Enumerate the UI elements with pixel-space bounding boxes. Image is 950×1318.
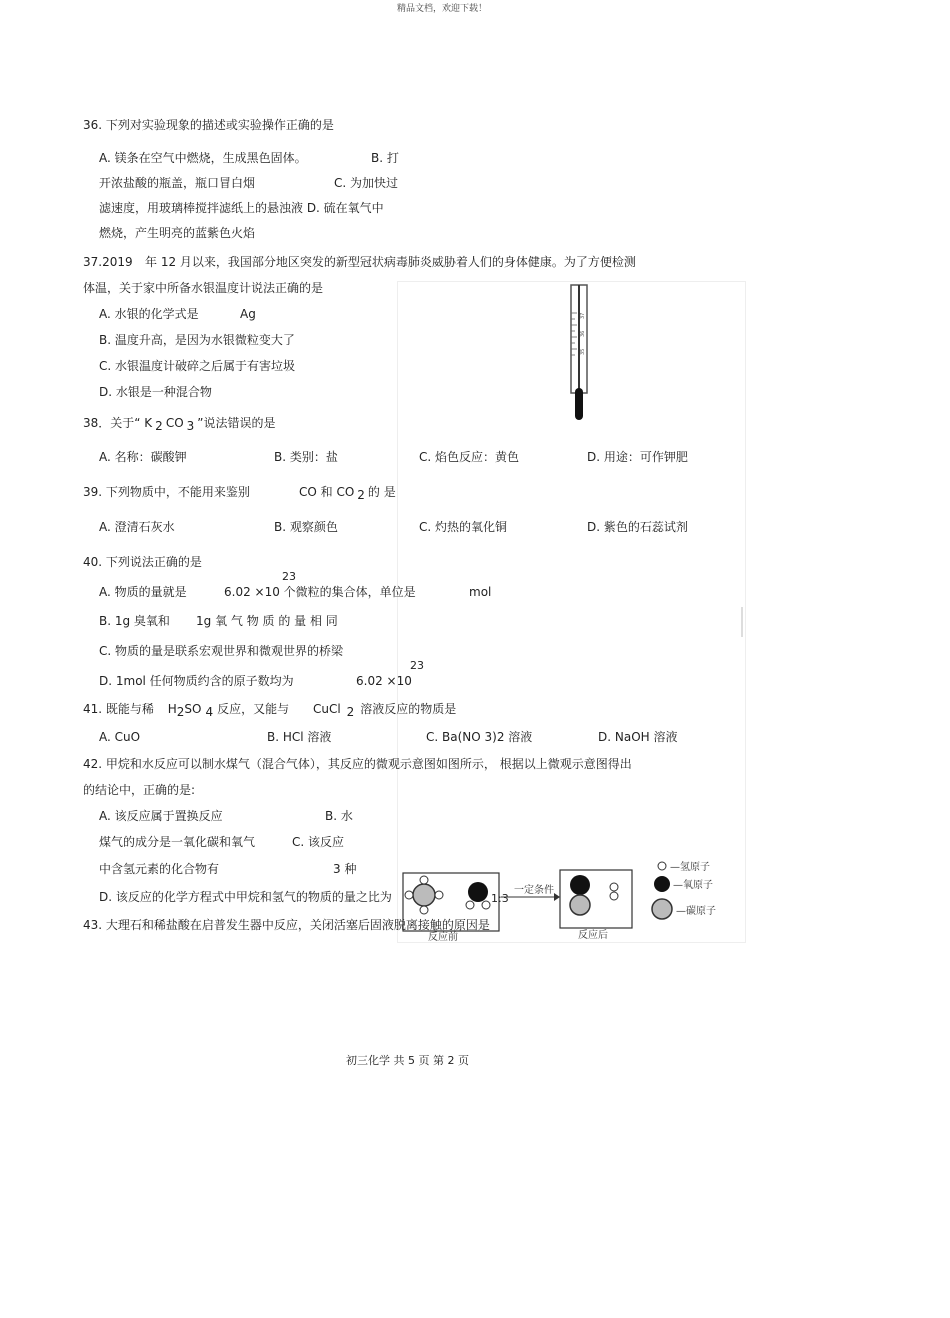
q41-option-d: D. NaOH 溶液 [598,730,678,744]
question-37-stem-number: 37.2019 [83,255,133,269]
q38-option-b: B. 类别：盐 [274,450,338,464]
q42-line-1b: B. 水 [325,809,353,823]
question-39-stem-1: 39. 下列物质中，不能用来鉴别 [83,485,250,499]
scroll-edge-mark [741,607,743,637]
q42-line-2a: 煤气的成分是一氧化碳和氧气 [99,835,256,849]
q40-option-d-2: 6.02 ×10 [356,674,412,688]
q36-line-2b: C. 为加快过 [334,176,399,190]
question-40-stem: 40. 下列说法正确的是 [83,555,202,569]
q41-stem-sub-1: 2 [176,705,185,719]
q41-stem-sub-2: 4 [205,705,214,719]
q37-option-b: B. 温度升高，是因为水银微粒变大了 [99,333,295,347]
q38-option-d: D. 用途：可作钾肥 [587,450,688,464]
q38-option-a: A. 名称：碳酸钾 [99,450,187,464]
q40-d-exponent: 23 [410,659,424,672]
water-molecule [466,882,490,909]
label-condition: 一定条件 [514,885,554,896]
legend-carbon: —碳原子 [676,906,716,917]
label-after: 反应后 [578,930,608,941]
q39-option-a: A. 澄清石灰水 [99,520,175,534]
q37-option-d: D. 水银是一种混合物 [99,385,212,399]
question-43-stem: 43. 大理石和稀盐酸在启普发生器中反应，关闭活塞后固液脱离接触的原因是 [83,918,490,932]
question-38-stem [83,416,276,433]
q39-option-d: D. 紫色的石蕊试剂 [587,520,688,534]
legend-oxygen: —氧原子 [673,880,713,891]
carbon-monoxide-molecule [570,875,590,915]
q42-line-1a: A. 该反应属于置换反应 [99,809,223,823]
question-41-stem [83,702,457,719]
q39-option-c: C. 灼热的氧化铜 [419,520,508,534]
q41-option-c: C. Ba(NO 3)2 溶液 [426,730,533,744]
q41-stem-part-6: 溶液反应的物质是 [360,702,457,716]
q39-formula-sub: 2 [357,488,365,502]
q40-option-b-2: 1g 氧 气 物 质 的 量 相 同 [196,614,338,628]
q38-stem-sub-1: 2 [155,419,163,433]
thermometer-tick-35: 35 [580,348,586,355]
question-42-stem-1: 42. 甲烷和水反应可以制水煤气（混合气体），其反应的微观示意图如图所示， 根据以上微观示意图得出 [83,757,632,771]
q42-line-4: D. 该反应的化学方程式中甲烷和氢气的物质的量之比为 [99,890,392,904]
q41-stem-part-5: CuCl [312,702,341,716]
q40-option-a-1: A. 物质的量就是 [99,585,187,599]
thermometer-image [560,283,600,423]
question-37-stem-1: 年 12 月以来，我国部分地区突发的新型冠状病毒肺炎威胁着人们的身体健康。为了方便检测 [145,255,636,269]
q41-stem-part-1: 41. 既能与稀 [83,702,154,716]
q39-option-b: B. 观察颜色 [274,520,338,534]
q40-option-b-1: B. 1g 臭氧和 [99,614,170,628]
q41-stem-part-2: H [167,702,177,716]
q42-line-3a: 中含氢元素的化合物有 [99,862,220,876]
q36-line-2a: 开浓盐酸的瓶盖，瓶口冒白烟 [99,176,256,190]
legend-hydrogen: —氢原子 [670,862,710,873]
legend-oxygen-icon [654,876,670,892]
q40-option-a-3: mol [469,585,492,599]
hydrogen-molecule [610,883,618,900]
q40-option-a-2: 6.02 ×10 个微粒的集合体，单位是 [224,585,416,599]
question-42-stem-2: 的结论中，正确的是: [83,783,196,797]
q36-line-1b: B. 打 [371,151,399,165]
q39-formula: CO 和 CO [299,485,355,499]
q37-option-a: A. 水银的化学式是 [99,307,199,321]
q39-stem-end: 的 是 [367,485,396,499]
q40-option-d-1: D. 1mol 任何物质约含的原子数均为 [99,674,294,688]
q41-option-a: A. CuO [99,730,141,744]
thermometer-tick-37: 37 [580,312,586,319]
page-footer: 初三化学 共 5 页 第 2 页 [346,1054,469,1067]
q38-stem-part-2: CO [165,416,184,430]
page-header: 精品文档，欢迎下载！ [397,4,488,14]
after-box [560,870,632,928]
methane-molecule [405,876,443,914]
legend-carbon-icon [652,899,672,919]
question-37-stem-2: 体温，关于家中所备水银温度计说法正确的是 [83,281,324,295]
q36-line-3: 滤速度，用玻璃棒搅拌滤纸上的悬浊液 D. 硫在氧气中 [99,201,384,215]
q41-stem-sub-3: 2 [346,705,355,719]
q37-option-c: C. 水银温度计破碎之后属于有害垃圾 [99,359,296,373]
q38-stem-sub-2: 3 [186,419,195,433]
q40-a-exponent: 23 [282,570,296,583]
q36-line-1a: A. 镁条在空气中燃烧，生成黑色固体。 [99,151,307,165]
q38-stem-part-3: ”说法错误的是 [197,416,276,430]
label-before: 反应前 [428,932,458,943]
q41-stem-part-4: 反应，又能与 [217,702,290,716]
thermometer-tick-36: 36 [580,330,586,337]
question-39-stem-2 [299,485,396,502]
q38-stem-part-1: 38．关于“ K [83,416,153,430]
legend-hydrogen-icon [658,862,666,870]
q42-line-2b: C. 该反应 [292,835,345,849]
q36-line-4: 燃烧，产生明亮的蓝紫色火焰 [99,226,256,240]
q40-option-c: C. 物质的量是联系宏观世界和微观世界的桥梁 [99,644,344,658]
q37-option-a-formula: Ag [240,307,256,321]
q42-ratio: 1:3 [491,892,509,905]
question-36-stem: 36. 下列对实验现象的描述或实验操作正确的是 [83,118,334,132]
q42-line-3b: 3 种 [333,862,357,876]
q41-stem-part-3: SO [184,702,202,716]
q41-option-b: B. HCl 溶液 [267,730,332,744]
q38-option-c: C. 焰色反应：黄色 [419,450,520,464]
